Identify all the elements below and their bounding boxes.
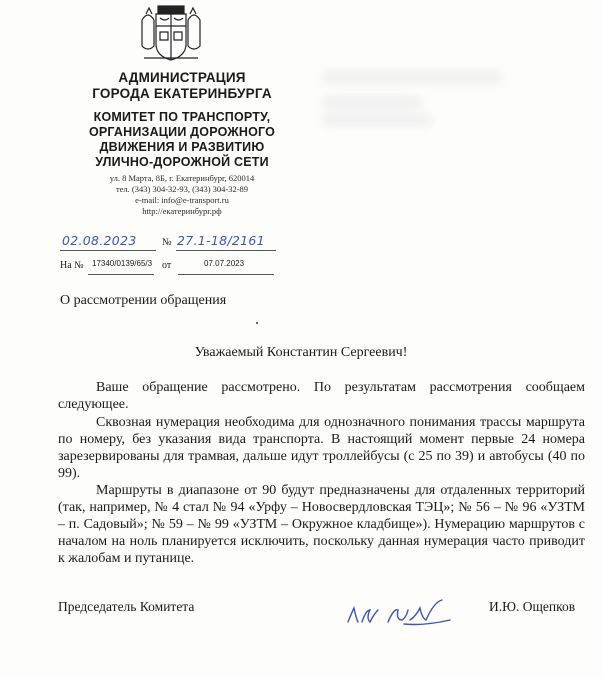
body-paragraph-1: Ваше обращение рассмотрено. По результатам рассмотрения сообщаем следующее.: [58, 380, 585, 412]
address: ул. 8 Марта, 8Б, г. Екатеринбург, 620014: [109, 173, 255, 183]
phone: тел. (343) 304-32-93, (343) 304-32-89: [115, 184, 249, 194]
ref-number-underline: [88, 274, 154, 275]
committee-line-4: УЛИЧНО-ДОРОЖНОЙ СЕТИ: [95, 155, 269, 169]
handwritten-signature-icon: [344, 596, 456, 630]
coat-of-arms-icon: [138, 2, 204, 64]
registration-number: 27.1-18/2161: [177, 233, 265, 248]
date-underline: [60, 250, 156, 251]
stray-dot: [256, 322, 258, 324]
body-paragraph-3: Маршруты в диапазоне от 90 будут предназначены для отдаленных территорий (так, например, № 4 стал № 94 «Урфу – Новосвердловская ТЭЦ»; № 56 – № 96 «УЗТМ – п. Садовый»; № 59 – № 99 «УЗТМ – Окружное кладбище»). Нумерацию маршрутов с началом на ноль планируется исключить, поскольку данная нумерация часто приводит к жалобам и путанице.: [58, 483, 585, 566]
committee-line-1: КОМИТЕТ ПО ТРАНСПОРТУ,: [93, 110, 271, 124]
committee-line-3: ДВИЖЕНИЯ И РАЗВИТИЮ: [99, 140, 265, 154]
subject-line: О рассмотрении обращения: [60, 293, 227, 308]
reference-number: 17340/0139/65/3: [92, 259, 153, 268]
reference-label: На №: [60, 260, 84, 271]
registration-date: 02.08.2023: [62, 233, 137, 248]
website: http://екатеринбург.рф: [142, 206, 222, 216]
reference-from-label: от: [162, 260, 172, 271]
contact-block: [52, 173, 312, 217]
redacted-recipient-3: [322, 113, 432, 127]
number-underline: [176, 250, 276, 251]
redacted-recipient-2: [322, 96, 422, 110]
ref-date-underline: [178, 274, 274, 275]
redacted-recipient-1: [322, 70, 502, 84]
admin-line-1: АДМИНИСТРАЦИЯ: [118, 70, 246, 85]
signatory-position: Председатель Комитета: [58, 599, 195, 614]
administration-heading: [52, 70, 312, 102]
committee-heading: [52, 110, 312, 170]
reference-date: 07.07.2023: [204, 259, 245, 268]
number-sign: №: [162, 237, 172, 248]
committee-line-2: ОРГАНИЗАЦИИ ДОРОЖНОГО: [88, 125, 276, 139]
salutation: Уважаемый Константин Сергеевич!: [194, 345, 408, 360]
signatory-name: И.Ю. Ощепков: [489, 599, 576, 614]
email: e-mail: info@e-transport.ru: [135, 195, 229, 205]
body-paragraph-2: Сквозная нумерация необходима для однозначного понимания трассы маршрута по номеру, без указания вида транспорта. В настоящий момент первые 24 номера зарезервированы для трамвая, дальше идут троллейбусы (с 25 по 39) и автобусы (40 по 99).: [58, 415, 585, 481]
admin-line-2: ГОРОДА ЕКАТЕРИНБУРГА: [92, 86, 272, 101]
